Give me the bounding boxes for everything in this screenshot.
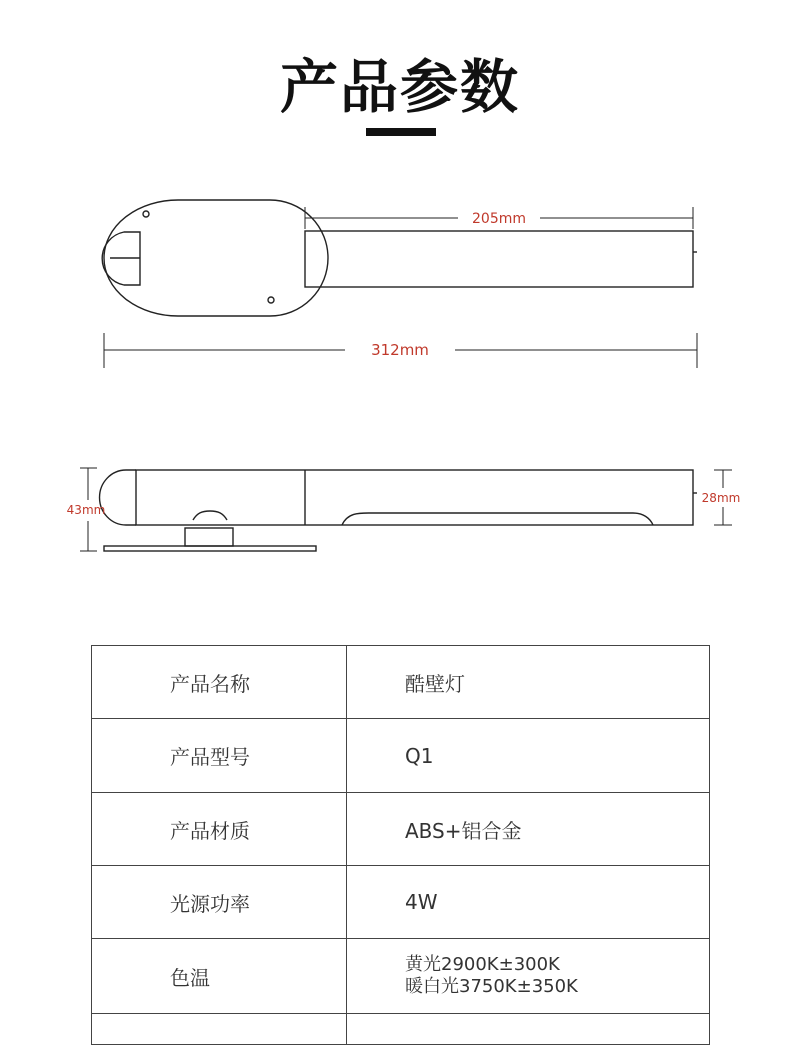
table-row — [92, 793, 710, 866]
spec-value: 4W — [347, 866, 710, 939]
table-row — [92, 939, 710, 1014]
spec-key: 色温 — [92, 939, 347, 1014]
page-title: 产品参数 — [279, 53, 520, 121]
spec-value-line: 暖白光3750K±350K — [405, 976, 578, 997]
spec-value — [347, 939, 710, 1014]
top-view-arm — [305, 231, 693, 287]
total-length-label: 312mm — [371, 341, 429, 359]
side-view-arm — [136, 470, 693, 525]
spec-value: Q1 — [347, 719, 710, 793]
spec-table — [91, 645, 710, 1045]
side-view-joint — [185, 528, 233, 546]
spec-key: 光源功率 — [92, 866, 347, 939]
spec-value-line: 黄光2900K±300K — [405, 954, 560, 975]
side-view-base — [104, 546, 316, 551]
spec-value: 酷壁灯 — [347, 646, 710, 719]
spec-key: 产品名称 — [92, 646, 347, 719]
depth-label: 28mm — [701, 491, 741, 505]
dimension-diagram — [0, 150, 800, 610]
table-row — [92, 719, 710, 793]
title-underline — [366, 128, 436, 136]
table-row — [92, 866, 710, 939]
table-row — [92, 646, 710, 719]
spec-value: ABS+铝合金 — [347, 793, 710, 866]
table-row — [92, 1014, 710, 1045]
length-label: 205mm — [472, 211, 526, 227]
spec-key: 产品型号 — [92, 719, 347, 793]
spec-key: 产品材质 — [92, 793, 347, 866]
height-label: 43mm — [66, 503, 106, 517]
